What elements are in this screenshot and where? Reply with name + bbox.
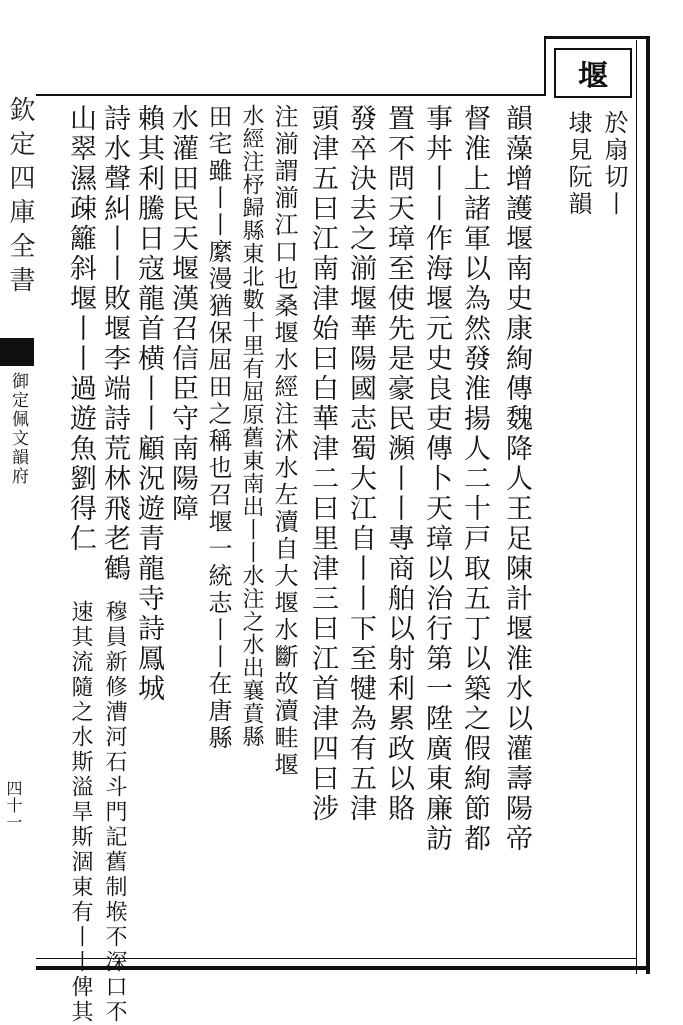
page-number: 四十一 (4, 780, 23, 831)
text-column-9: 注湔謂湔江口也桑堰水經注沭水左瀆自大堰水斷故瀆畦堰 (270, 104, 298, 779)
text-column-14: 詩水聲糾丨丨敗堰李端詩荒林飛老鶴 (99, 104, 130, 584)
text-column-10: 水經注杼歸縣東北數十里有屈原舊東南出丨丨水注之水出襄賁縣 (239, 104, 264, 748)
text-column-11: 田宅雖丨丨縻漫猶保屈田之稱也召堰一統志丨丨在唐縣 (204, 104, 232, 752)
text-column-15: 山翠濕疎籬斜堰丨丨過遊魚劉得仁 (65, 104, 96, 554)
text-column-2: 埭見阮韻 (564, 110, 592, 218)
text-column-17: 速其流隨之水斯溢旱斯涸東有丨丨俾其 (68, 600, 93, 1025)
text-column-7: 發卒決去之湔堰華陽國志蜀大江自丨丨下至犍為有五津 (345, 104, 376, 824)
top-border-line (36, 94, 544, 96)
text-column-16: 穆員新修漕河石斗門記舊制堠不深口不 (102, 600, 127, 1025)
text-column-1: 於扇切丨 (600, 110, 628, 218)
fish-tail-mark (0, 338, 34, 366)
edition-title: 欽定四庫全書 (5, 96, 35, 300)
heading-left-border (544, 36, 546, 96)
text-column-8: 頭津五曰江南津始曰白華津二曰里津三曰江首津四曰涉 (307, 104, 338, 824)
right-border-outer (646, 36, 650, 974)
text-column-13: 賴其利騰日寇龍首横丨丨顧況遊青龍寺詩鳳城 (133, 104, 164, 704)
text-column-12: 水灌田民天堰漢召信臣守南陽障 (167, 104, 198, 524)
text-column-4: 督淮上諸軍以為然發淮揚人二十戸取五丁以築之假絢節都 (459, 104, 490, 854)
book-title: 御定佩文韻府 (8, 372, 28, 486)
text-column-6: 置不問天璋至使先是豪民瀕丨丨專商舶以射利累政以賂 (383, 104, 414, 824)
heading-box (554, 48, 632, 98)
heading-character: 堰 (578, 59, 608, 94)
heading-top-border (544, 36, 648, 39)
right-border-inner (636, 40, 637, 974)
text-column-5: 事丼丨丨作海堰元史良吏傳卜天璋以治行第一陞廣東廉訪 (421, 104, 452, 854)
text-column-3: 韻藻增護堰南史康絢傳魏降人王足陳計堰淮水以灌壽陽帝 (501, 104, 532, 854)
